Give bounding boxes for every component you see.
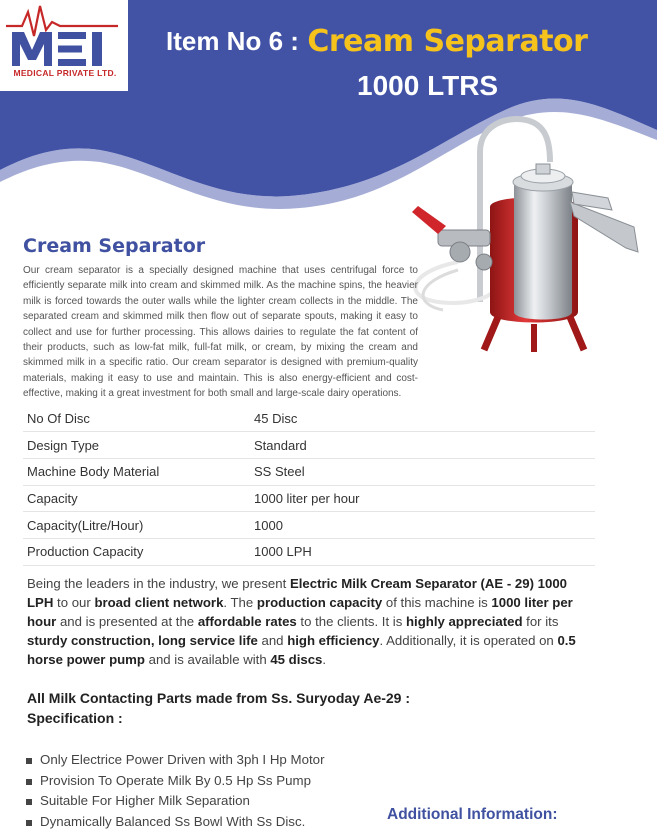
spec-heading-line1: All Milk Contacting Parts made from Ss. Suryoday Ae-29 : xyxy=(27,690,411,706)
capacity-subtitle: 1000 LTRS xyxy=(357,70,499,101)
list-item: Suitable For Higher Milk Separation xyxy=(24,791,325,812)
desc-bold: 45 discs xyxy=(270,652,323,667)
desc-bold: affordable rates xyxy=(197,614,297,629)
spec-label: Capacity(Litre/Hour) xyxy=(23,512,250,539)
desc-bold: 1000 liter per hour xyxy=(27,595,573,629)
desc-text: . The xyxy=(223,595,257,610)
list-item: Provision To Operate Milk By 0.5 Hp Ss Pump xyxy=(24,771,325,792)
desc-text: . xyxy=(322,652,327,667)
intro-paragraph: Our cream separator is a specially designed machine that uses centrifugal force to efficiently separate milk into cream and skimmed milk. As the machine spins, the heavier milk is forced towards the outer walls while the lighter cream collects in the middle. The separated cream and skimmed milk then flow out of separate spouts, making it easy to collect and use for further processing. This allows dairies to regulate the fat content of their products, such as low-fat milk, full-fat milk, or cream, by mixing the cream and skimmed milk in a specific ratio. Our cream separator is designed with premium-quality materials, making it easy to use and maintain. This is also energy-efficient and cost-effective, making it a great investment for both small and large-scale dairy operations. xyxy=(23,265,418,400)
desc-bold: broad client network xyxy=(94,595,224,610)
desc-bold: production capacity xyxy=(256,595,383,610)
description-paragraph xyxy=(27,574,597,669)
cream-separator-machine-image xyxy=(398,112,657,358)
spec-label: No Of Disc xyxy=(23,405,250,432)
spec-label: Design Type xyxy=(23,432,250,459)
spec-value: SS Steel xyxy=(250,458,595,485)
page-title xyxy=(166,24,587,59)
table-row xyxy=(23,458,595,485)
spec-label: Machine Body Material xyxy=(23,458,250,485)
spec-value: 1000 liter per hour xyxy=(250,485,595,512)
table-row xyxy=(23,485,595,512)
product-name: Cream Separator xyxy=(307,24,588,59)
section-heading: Cream Separator xyxy=(23,235,206,257)
desc-text: to the clients. It is xyxy=(296,614,406,629)
additional-information-heading: Additional Information: xyxy=(387,806,558,823)
logo-caption: MEDICAL PRIVATE LTD. xyxy=(13,68,117,78)
desc-bold: Electric Milk Cream Separator (AE - 29) 1000 LPH xyxy=(27,576,567,610)
desc-text: Being the leaders in the industry, we present xyxy=(27,576,290,591)
desc-text: to our xyxy=(53,595,95,610)
table-row xyxy=(23,432,595,459)
spec-value: 1000 xyxy=(250,512,595,539)
desc-text: . Additionally, it is operated on xyxy=(379,633,558,648)
spec-label: Production Capacity xyxy=(23,538,250,565)
feature-list xyxy=(24,750,325,830)
company-logo xyxy=(0,0,128,91)
spec-heading-line2: Specification : xyxy=(27,710,123,726)
desc-text: and is available with xyxy=(144,652,271,667)
specification-heading xyxy=(27,688,427,728)
spec-value: 45 Disc xyxy=(250,405,595,432)
desc-bold: sturdy construction, long service life xyxy=(27,633,258,648)
specification-table xyxy=(23,405,595,566)
spec-label: Capacity xyxy=(23,485,250,512)
desc-text: and is presented at the xyxy=(56,614,198,629)
list-item: Dynamically Balanced Ss Bowl With Ss Disc. xyxy=(24,812,325,830)
desc-text: for its xyxy=(522,614,559,629)
desc-text: and xyxy=(257,633,288,648)
desc-text: of this machine is xyxy=(382,595,492,610)
desc-bold: 0.5 horse power pump xyxy=(27,633,576,667)
item-number: Item No 6 : xyxy=(166,26,299,56)
spec-value: 1000 LPH xyxy=(250,538,595,565)
table-row xyxy=(23,512,595,539)
desc-bold: highly appreciated xyxy=(405,614,523,629)
spec-value: Standard xyxy=(250,432,595,459)
table-row xyxy=(23,405,595,432)
list-item: Only Electrice Power Driven with 3ph I Hp Motor xyxy=(24,750,325,771)
desc-bold: high efficiency xyxy=(287,633,380,648)
table-row xyxy=(23,538,595,565)
